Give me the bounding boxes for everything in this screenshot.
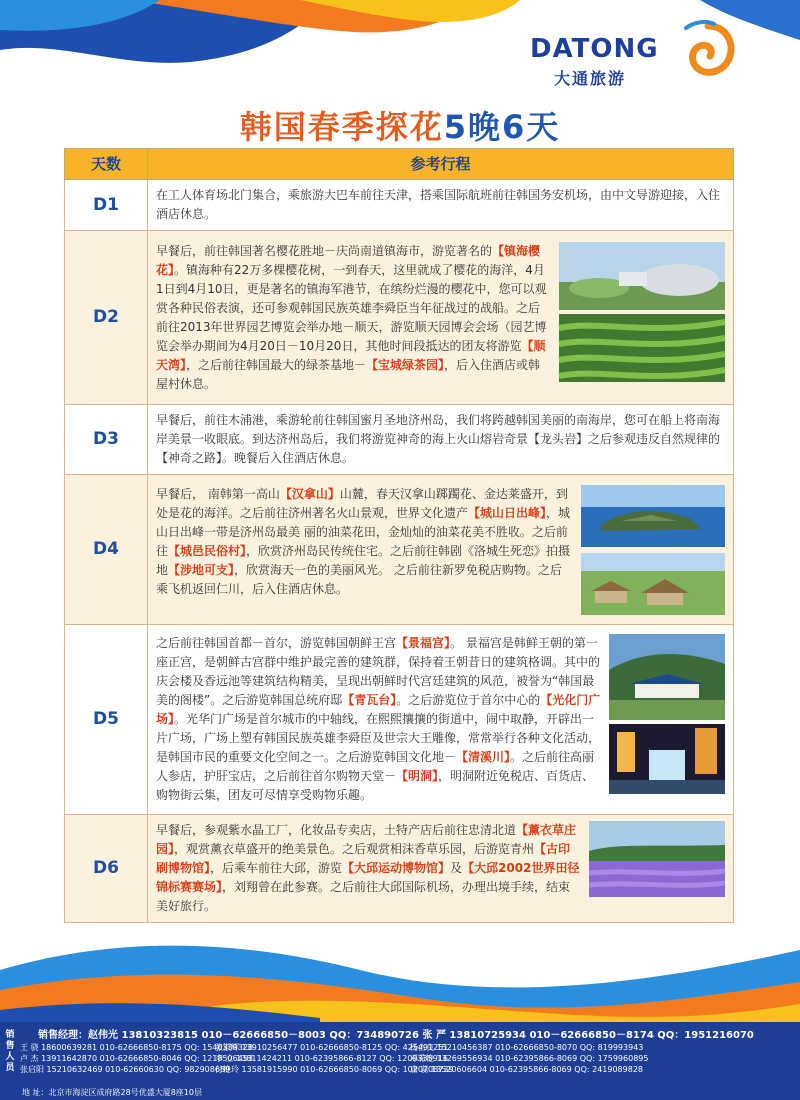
description-text: 在工人体育场北门集合，乘旅游大巴车前往天津，搭乘国际航班前往韩国务安机场，由中文导游迎接，入住酒店休息。 (156, 188, 721, 221)
staff-contact: 王 骁 18600639281 010-62666850-8175 QQ: 1540339328 (20, 1043, 254, 1052)
attraction-highlight: 【宝城绿茶园】 (366, 357, 445, 372)
description-text: 山麓，春天汉拿山踯躅花、金达莱盛开，到处是花的海洋。之后前往济州著名火山景观，世界文化遗产 (156, 486, 568, 520)
footer-sales-manager: 销售经理：赵伟光 13810323815 010－62666850－8003 QQ：734890726 张 严 13810725934 010－62666850－8174 QQ：1951216070 (38, 1030, 754, 1041)
attraction-highlight: 【大邱运动博物馆】 (342, 861, 451, 875)
day-description (148, 815, 734, 923)
d6-photos (589, 821, 725, 897)
description-text: ，后乘车前往大邱，游览 (210, 861, 343, 875)
description-text: 早餐后， 南韩第一高山 (156, 486, 280, 501)
attraction-highlight: 【青瓦台】 (342, 693, 397, 707)
attraction-highlight: 【古印刷博物馆】 (156, 842, 571, 875)
description-text: ，欣赏济州岛民传统住宅。之后前往韩剧《洛城生死恋》拍摄地 (156, 543, 571, 577)
description-text: ，明洞附近免税店、百货店、购物街云集，团友可尽情享受购物乐趣。 (156, 769, 595, 802)
day-description-text (156, 636, 600, 802)
day-description (148, 180, 734, 231)
description-text: ，之后前往韩国最大的绿茶基地－ (186, 357, 367, 372)
attraction-highlight: 【光化门广场】 (156, 693, 601, 726)
day-description-text (156, 823, 579, 913)
staff-contact: 卢 杰 13911642870 010-62666850-8046 QQ: 1218506453 (20, 1054, 254, 1063)
table-header-row (65, 149, 734, 180)
title-main: 韩国春季探花 (239, 108, 444, 146)
photo-lavender-field (589, 821, 725, 897)
itinerary-row-d1 (65, 180, 734, 231)
attraction-highlight: 【大邱2002世界田径锦标赛赛场】 (156, 861, 580, 894)
d4-photos (581, 485, 725, 615)
description-text: 及 (450, 861, 463, 875)
d5-photos (609, 634, 725, 794)
staff-contact: 李 立 13811424211 010-62395866-8127 QQ: 1209335916 (215, 1054, 449, 1063)
page-title (0, 102, 800, 148)
header-itinerary: 参考行程 (148, 149, 734, 180)
header-day: 天数 (65, 149, 148, 180)
description-text: 。之后游览位于首尔中心的 (396, 693, 541, 707)
staff-row (20, 1053, 800, 1064)
attraction-highlight: 【明洞】 (396, 769, 439, 783)
attraction-highlight: 【顺天湾】 (156, 338, 546, 372)
attraction-highlight: 【汉拿山】 (279, 486, 340, 501)
attraction-highlight: 【清溪川】 (456, 750, 511, 764)
description-text: 。之后前往高丽人参店，护肝宝店，之后前往首尔购物天堂－ (156, 750, 595, 783)
company-logo (530, 14, 730, 86)
description-text: ，后入住酒店或韩屋村休息。 (156, 357, 541, 391)
description-text: ，观赏薰衣草盛开的绝美景色。之后观赏相沫香草乐园，后游览青州 (174, 842, 535, 856)
attraction-highlight: 【景福宫】 (396, 636, 451, 650)
itinerary-row-d5 (65, 625, 734, 815)
staff-contact: 张淑辉 13910256477 010-62666850-8125 QQ: 425491251 (215, 1043, 449, 1052)
day-description-text (156, 244, 547, 391)
footer-staff-list (20, 1042, 800, 1075)
description-text: ，欣赏海天一色的美丽风光。 之后前往新罗免税店购物。之后乘飞机返回仁川，后入住酒店休息。 (156, 562, 562, 596)
attraction-highlight: 【城山日出峰】 (468, 505, 547, 520)
description-text: 之后前往韩国首都－首尔，游览韩国朝鲜王宫 (156, 636, 397, 650)
description-text: 。镇海种有22万多棵樱花树，一到春天，这里就成了樱花的海洋，4月1日到4月10日，更是著名的镇海军港节，在缤纷烂漫的樱花中，您可以观赏各种民俗表演，还可参观韩国民族英雄李舜臣当年征战过的战船。之后前往2013年世界园艺博览会举办地－顺天，游览顺天园博会会场（园艺博览会举办期间为4月20日－10月20日，其他时间段抵达的团友将游览 (156, 262, 547, 353)
day-description (148, 625, 734, 815)
itinerary-row-d2 (65, 231, 734, 405)
staff-contact: 付艳玲 13581915990 010-62666850-8069 QQ: 1020708739 (215, 1065, 454, 1074)
day-description (148, 405, 734, 475)
itinerary-row-d4 (65, 475, 734, 625)
day-label: D3 (65, 405, 148, 475)
photo-green-tea-field (559, 314, 725, 382)
logo-swirl-icon (680, 20, 736, 80)
footer-side-label: 销售人员 (5, 1030, 15, 1073)
sales-contact-footer (0, 1022, 800, 1100)
staff-contact: 杨古良 15210456387 010-62666850-8070 QQ: 819993943 (410, 1043, 644, 1052)
day-description (148, 475, 734, 625)
itinerary-table (64, 148, 734, 923)
bottom-wave-decoration (0, 930, 800, 1030)
description-text: ，城山日出峰一带是济州岛最美 丽的油菜花田，金灿灿的油菜花美不胜收。之后前往 (156, 505, 571, 558)
day-description-text (156, 487, 570, 596)
description-text: 早餐后，前往韩国著名樱花胜地－庆尚南道镇海市，游览著名的 (156, 243, 493, 258)
logo-wordmark: DATONG (530, 34, 659, 64)
itinerary-row-d3 (65, 405, 734, 475)
itinerary-row-d6 (65, 815, 734, 923)
staff-row (20, 1064, 800, 1075)
staff-row (20, 1042, 800, 1053)
photo-cherry-blossom-park (559, 242, 725, 310)
photo-seongsan-peak (581, 485, 725, 547)
attraction-highlight: 【涉地可支】 (168, 562, 235, 577)
footer-address: 地 址：北京市海淀区成府路28号优盛大厦8座10层 (22, 1088, 202, 1097)
staff-contact: 唐 蕊 13520606604 010-62395866-8069 QQ: 2419089828 (410, 1065, 644, 1074)
d2-photos (559, 242, 725, 382)
day-label: D1 (65, 180, 148, 231)
day-label: D5 (65, 625, 148, 815)
attraction-highlight: 【镇海樱花】 (156, 243, 541, 277)
day-description (148, 231, 734, 405)
day-label: D6 (65, 815, 148, 923)
description-text: 早餐后，参观紫水晶工厂，化妆品专卖店，土特产店后前往忠清北道 (156, 823, 517, 837)
attraction-highlight: 【薰衣草庄园】 (156, 823, 577, 856)
staff-contact: 张启阳 15210632469 010-62660630 QQ: 982908689 (20, 1065, 231, 1074)
staff-contact: 邓希艳 13269556934 010-62395866-8069 QQ: 1759960895 (410, 1054, 649, 1063)
description-text: 。光华门广场是首尔城市的中轴线，在熙熙攘攘的街道中，闹中取静，开辟出一片广场，广场上塑有韩国民族英雄李舜臣及世宗大王雕像，常常举行各种文化活动，是韩国市民的重要文化空间之一。之后游览韩国文化地－ (156, 712, 601, 764)
title-duration: 5晚6天 (443, 108, 561, 146)
description-text: ，刘翔曾在此参赛。之后前往大邱国际机场，办理出境手续，结束美好旅行。 (156, 880, 571, 913)
description-text: 早餐后，前往木浦港，乘游轮前往韩国蜜月圣地济州岛，我们将跨越韩国美丽的南海岸，您可在船上将南海岸美景一收眼底。到达济州岛后，我们将游览神奇的海上火山熔岩奇景【龙头岩】之后参观违反自然规律的【神奇之路】。晚餐后入住酒店休息。 (156, 413, 721, 465)
photo-blue-house (609, 634, 725, 720)
attraction-highlight: 【城邑民俗村】 (168, 543, 247, 558)
photo-cheonggyecheon (609, 724, 725, 794)
logo-chinese-name: 大通旅游 (554, 69, 627, 88)
photo-folk-village (581, 553, 725, 615)
description-text: 。 景福宫是韩鲜王朝的第一座正宫，是朝鲜古宫群中维护最完善的建筑群，保持着王朝昔日的建筑格调。其中的庆会楼及香远池等建筑结构精美，呈现出朝鲜时代宫廷建筑的风范，被誉为“韩国最美的阁楼”。之后游览韩国总统府邸 (156, 636, 601, 707)
day-label: D4 (65, 475, 148, 625)
day-label: D2 (65, 231, 148, 405)
